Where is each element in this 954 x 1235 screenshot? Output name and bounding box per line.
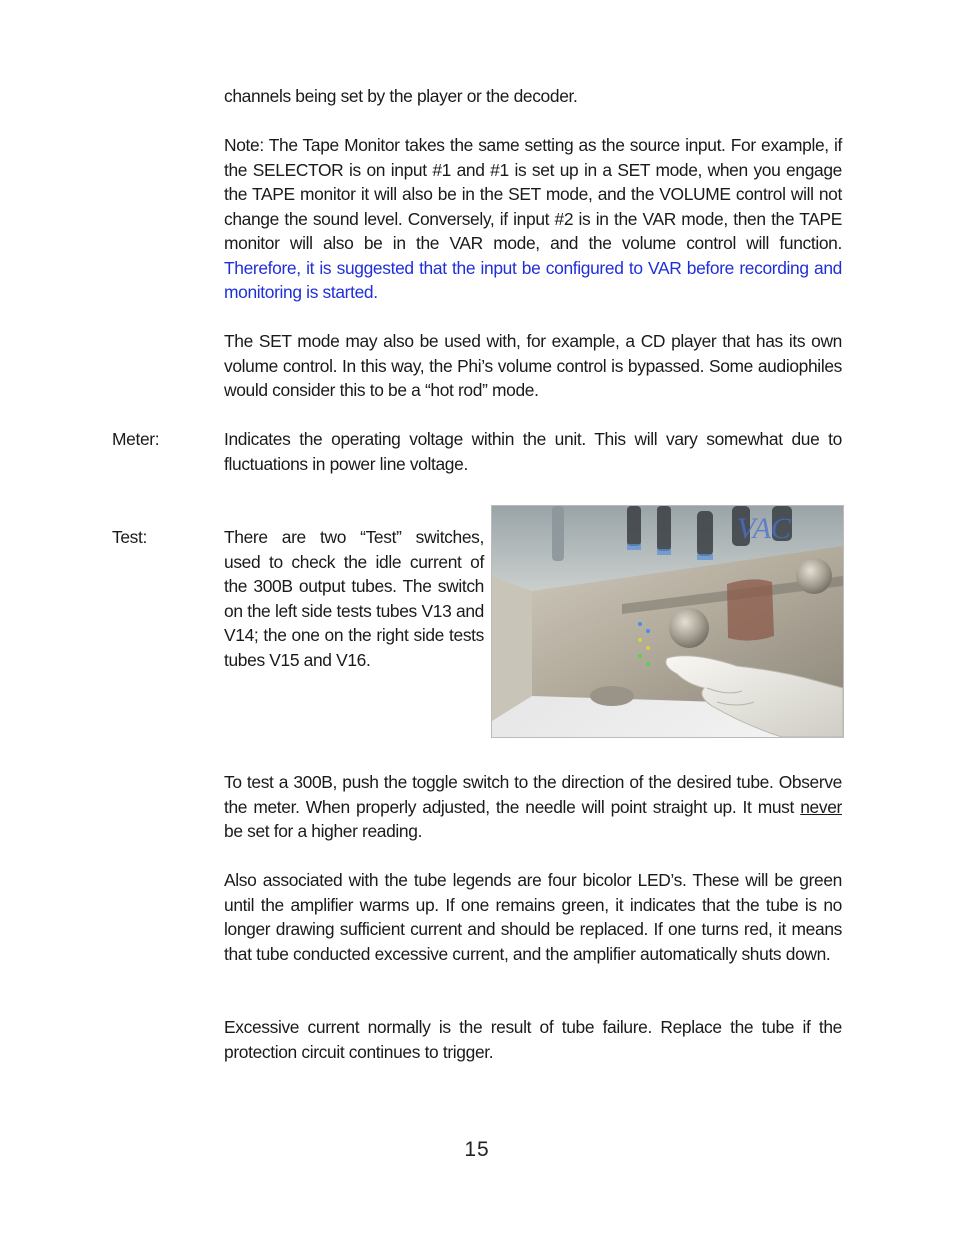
note-text: Note: The Tape Monitor takes the same setting as the source input. For example, if the SELECTOR is on input #1 and #1 is set up in a SET mode, when you engage the TAPE monitor it will also be in the SET mode, and the VOLUME control will not change the sound level. Conversely, if input #2 is in the VAR mode, then the TAPE monitor will also be in the VAR mode, and the volume control will function.	[224, 135, 842, 253]
vac-logo: VAC	[737, 512, 791, 545]
test-procedure-paragraph	[224, 770, 842, 844]
excessive-current-paragraph: Excessive current normally is the result of tube failure. Replace the tube if the protection circuit continues to trigger.	[224, 1017, 842, 1062]
amplifier-test-switch-photo	[491, 505, 844, 738]
test-label: Test:	[112, 527, 147, 547]
note-recommendation-text[interactable]: Therefore, it is suggested that the input be configured to VAR before recording and monitoring is started.	[224, 257, 842, 302]
meter-description: Indicates the operating voltage within the unit. This will vary somewhat due to fluctuations in power line voltage.	[224, 429, 842, 474]
test-procedure-text-end: be set for a higher reading.	[224, 821, 423, 841]
tape-monitor-note	[224, 133, 842, 305]
bicolor-led-paragraph: Also associated with the tube legends are four bicolor LED’s. These will be green until the amplifier warms up. If one remains green, it indicates that the tube is no longer drawing sufficient current and should be replaced. If one turns red, it means that tube conducted excessive current, and the amplifier automatically shuts down.	[224, 870, 842, 964]
set-mode-paragraph: The SET mode may also be used with, for example, a CD player that has its own volume control. In this way, the Phi’s volume control is bypassed. Some audiophiles would consider this to be a “hot rod” mode.	[224, 331, 842, 400]
page-number: 15	[464, 1138, 490, 1161]
test-description: There are two “Test” switches, used to check the idle current of the 300B output tubes. The switch on the left side tests tubes V13 and V14; the one on the right side tests tubes V15 and V16.	[224, 527, 484, 670]
intro-paragraph: channels being set by the player or the decoder.	[224, 86, 578, 106]
meter-label: Meter:	[112, 429, 160, 449]
never-emphasis: never	[800, 796, 842, 817]
test-procedure-text: To test a 300B, push the toggle switch to the direction of the desired tube. Observe the meter. When properly adjusted, the needle will point straight up. It must	[224, 772, 842, 817]
